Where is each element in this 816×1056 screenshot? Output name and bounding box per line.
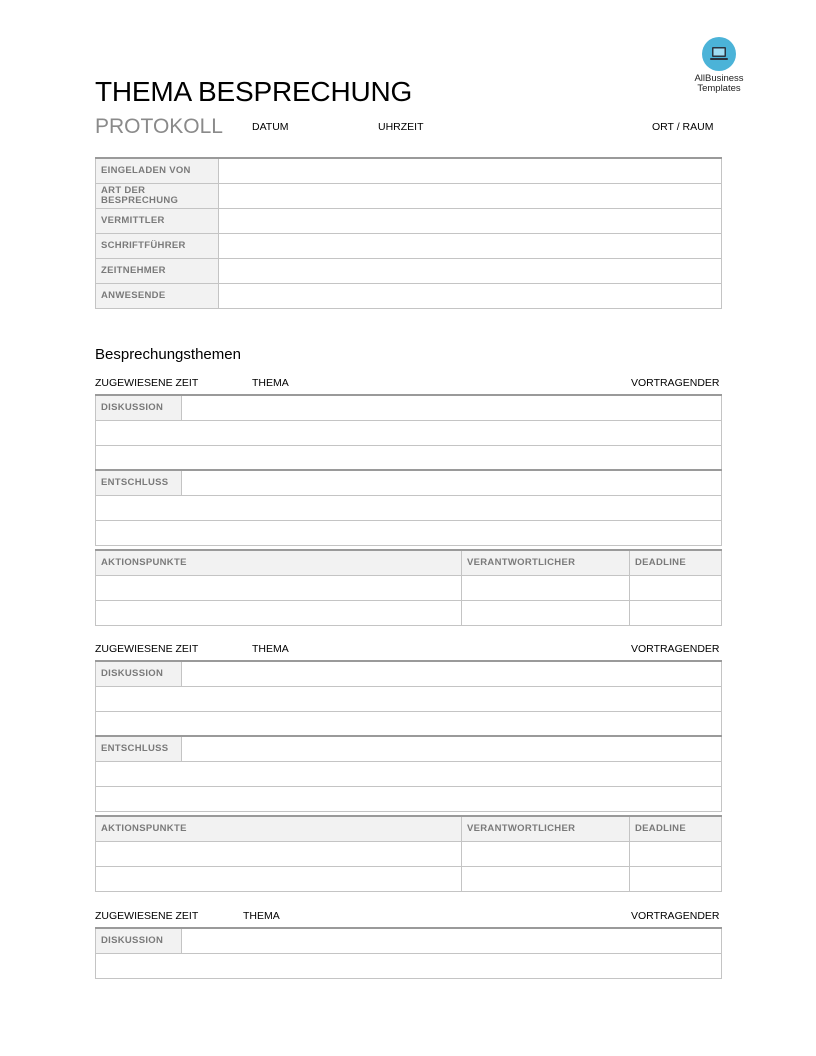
allotted-time-label: ZUGEWIESENE ZEIT [95,377,199,389]
info-row [96,233,722,258]
discussion-field[interactable] [182,661,722,686]
deadline-header: DEADLINE [630,816,722,841]
date-label: DATUM [252,121,289,133]
meeting-info-table [95,157,722,309]
info-label-facilitator: VERMITTLER [96,208,219,233]
info-row [96,258,722,283]
presenter-label: VORTRAGENDER [631,377,720,389]
responsible-header: VERANTWORTLICHER [462,550,630,575]
responsible-cell[interactable] [462,841,630,866]
action-items-header: AKTIONSPUNKTE [96,816,462,841]
decision-field[interactable] [182,470,722,495]
topic-label: THEMA [243,910,280,922]
info-field[interactable] [219,183,722,208]
info-field[interactable] [219,258,722,283]
decision-label: ENTSCHLUSS [96,470,182,495]
decision-label: ENTSCHLUSS [96,736,182,761]
discussion-table [95,927,722,979]
topic-label: THEMA [252,377,289,389]
decision-line[interactable] [96,786,722,811]
info-field[interactable] [219,158,722,183]
action-item-cell[interactable] [96,600,462,625]
document-title: THEMA BESPRECHUNG [95,76,413,107]
allotted-time-label: ZUGEWIESENE ZEIT [95,643,199,655]
info-row [96,158,722,183]
topic-label: THEMA [252,643,289,655]
discussion-line[interactable] [96,711,722,736]
discussion-field[interactable] [182,928,722,953]
location-label: ORT / RAUM [652,121,714,133]
info-label-meeting-type: ART DER BESPRECHUNG [96,183,219,208]
decision-line[interactable] [96,495,722,520]
logo-text-line2: Templates [697,83,741,94]
decision-line[interactable] [96,761,722,786]
decision-line[interactable] [96,520,722,545]
action-item-cell[interactable] [96,866,462,891]
decision-field[interactable] [182,736,722,761]
info-label-timekeeper: ZEITNEHMER [96,258,219,283]
responsible-cell[interactable] [462,600,630,625]
discussion-label: DISKUSSION [96,395,182,420]
discussion-line[interactable] [96,686,722,711]
info-row [96,283,722,308]
deadline-cell[interactable] [630,866,722,891]
logo-text-line1: AllBusiness [694,73,744,84]
info-label-note-taker: SCHRIFTFÜHRER [96,233,219,258]
discussion-line[interactable] [96,953,722,978]
deadline-header: DEADLINE [630,550,722,575]
info-row [96,208,722,233]
info-field[interactable] [219,208,722,233]
action-item-cell[interactable] [96,841,462,866]
action-items-table [95,815,722,892]
info-field[interactable] [219,283,722,308]
discussion-table [95,394,722,546]
discussion-label: DISKUSSION [96,661,182,686]
document-subtitle: PROTOKOLL [95,115,223,138]
responsible-cell[interactable] [462,575,630,600]
company-logo [688,37,750,94]
action-items-header: AKTIONSPUNKTE [96,550,462,575]
info-row [96,183,722,208]
responsible-header: VERANTWORTLICHER [462,816,630,841]
info-field[interactable] [219,233,722,258]
presenter-label: VORTRAGENDER [631,910,720,922]
deadline-cell[interactable] [630,575,722,600]
allotted-time-label: ZUGEWIESENE ZEIT [95,910,199,922]
time-label: UHRZEIT [378,121,424,133]
discussion-line[interactable] [96,445,722,470]
deadline-cell[interactable] [630,841,722,866]
discussion-label: DISKUSSION [96,928,182,953]
discussion-field[interactable] [182,395,722,420]
discussion-table [95,660,722,812]
deadline-cell[interactable] [630,600,722,625]
discussion-line[interactable] [96,420,722,445]
responsible-cell[interactable] [462,866,630,891]
laptop-icon [702,37,736,71]
info-label-attendees: ANWESENDE [96,283,219,308]
action-item-cell[interactable] [96,575,462,600]
presenter-label: VORTRAGENDER [631,643,720,655]
action-items-table [95,549,722,626]
agenda-section-title: Besprechungsthemen [95,346,241,363]
info-label-invited-by: EINGELADEN VON [96,158,219,183]
